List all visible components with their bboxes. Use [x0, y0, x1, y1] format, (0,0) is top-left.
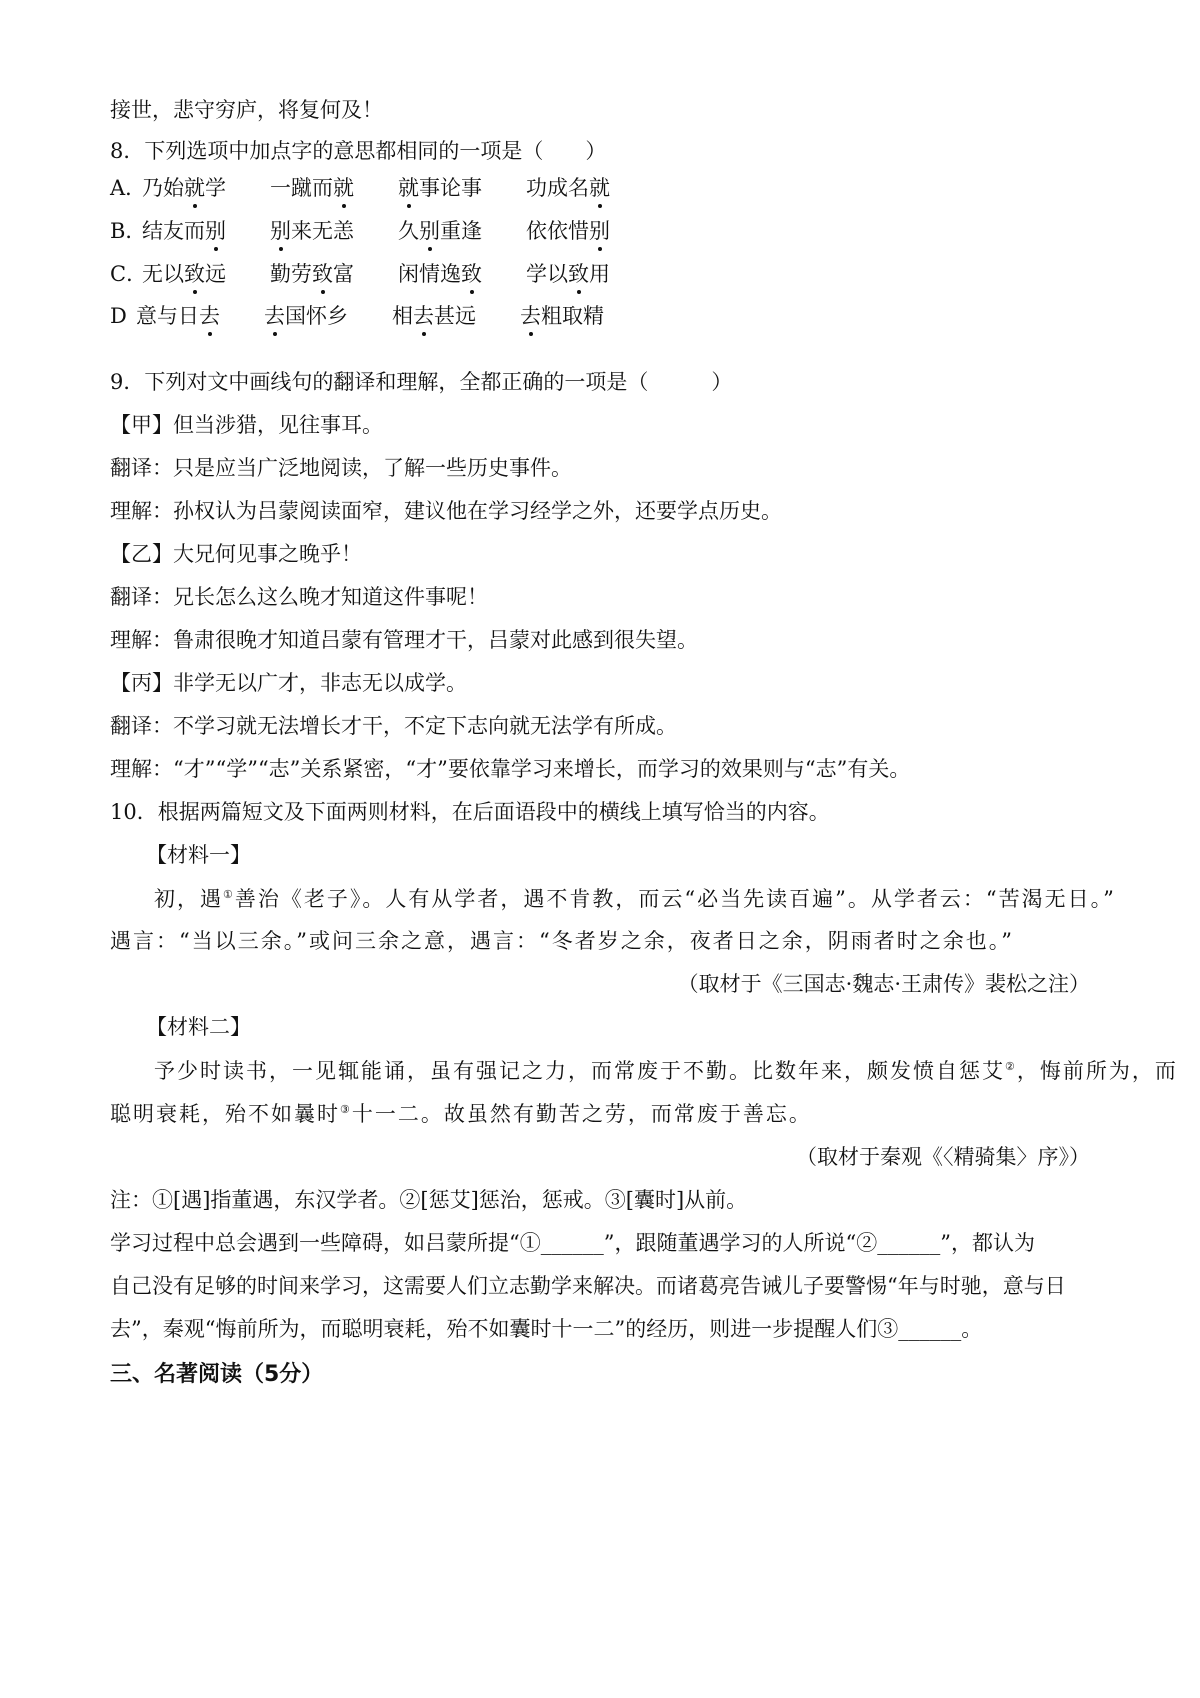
q10-stem: 10．根据两篇短文及下面两则材料，在后面语段中的横线上填写恰当的内容。	[110, 800, 830, 824]
q9-translation-jia: 翻译：只是应当广泛地阅读，了解一些历史事件。	[110, 456, 572, 480]
option-word: 意与日去	[136, 301, 220, 331]
q9-understanding-yi: 理解：鲁肃很晚才知道吕蒙有管理才干，吕蒙对此感到很失望。	[110, 628, 698, 652]
option-word: 一蹴而就	[270, 173, 354, 203]
option-word: 乃始就学	[142, 173, 226, 203]
q9-sentence-jia: 【甲】但当涉猎，见往事耳。	[110, 413, 383, 437]
material2-line1: 予少时读书，一见辄能诵，虽有强记之力，而常废于不勤。比数年来，颇发愤自惩艾②，悔前所为，而	[154, 1059, 1178, 1083]
q9-understanding-jia: 理解：孙权认为吕蒙阅读面窄，建议他在学习经学之外，还要学点历史。	[110, 499, 782, 523]
q9-stem: 9．下列对文中画线句的翻译和理解，全都正确的一项是（ ）	[110, 370, 733, 394]
option-label: B．	[110, 219, 147, 243]
q9-translation-bing: 翻译：不学习就无法增长才干，不定下志向就无法学有所成。	[110, 714, 677, 738]
option-word: 就事论事	[398, 173, 482, 203]
option-word: 学以致用	[526, 259, 610, 289]
option-word: 别来无恙	[270, 216, 354, 246]
q9-sentence-bing: 【丙】非学无以广才，非志无以成学。	[110, 671, 467, 695]
option-word: 功成名就	[526, 173, 610, 203]
option-word: 勤劳致富	[270, 259, 354, 289]
q9-understanding-bing: 理解：“才”“学”“志”关系紧密，“才”要依靠学习来增长，而学习的效果则与“志”有关。	[110, 757, 911, 781]
material1-title: 【材料一】	[146, 843, 251, 867]
option-label: C．	[110, 262, 148, 286]
option-word: 去粗取精	[520, 301, 604, 331]
material1-line2: 遇言：“当以三余。”或问三余之意，遇言：“冬者岁之余，夜者日之余，阴雨者时之余也。”	[110, 929, 1014, 953]
option-word: 相去甚远	[392, 301, 476, 331]
option-label: D	[110, 304, 127, 328]
material2-title: 【材料二】	[146, 1015, 251, 1039]
option-word: 依依惜别	[526, 216, 610, 246]
q8-stem: 8．下列选项中加点字的意思都相同的一项是（ ）	[110, 139, 607, 163]
option-word: 闲情逸致	[398, 259, 482, 289]
q9-sentence-yi: 【乙】大兄何见事之晚乎！	[110, 542, 362, 566]
option-word: 结友而别	[142, 216, 226, 246]
fill-paragraph-line1: 学习过程中总会遇到一些障碍，如吕蒙所提“①______”，跟随董遇学习的人所说“②______”，都认为	[110, 1231, 1035, 1255]
section-heading: 三、名著阅读（5分）	[110, 1362, 324, 1387]
option-word: 去国怀乡	[264, 301, 348, 331]
material2-source: （取材于秦观《〈精骑集〉序》）	[796, 1145, 1090, 1169]
option-label: A．	[110, 176, 147, 200]
material1-line1: 初，遇①善治《老子》。人有从学者，遇不肯教，而云“必当先读百遍”。从学者云：“苦渴无日。”	[154, 887, 1116, 911]
option-word: 无以致远	[142, 259, 226, 289]
notes: 注：①[遇]指董遇，东汉学者。②[惩艾]惩治，惩戒。③[囊时]从前。	[110, 1188, 748, 1212]
fill-paragraph-line2: 自己没有足够的时间来学习，这需要人们立志勤学来解决。而诸葛亮告诫儿子要警惕“年与时驰，意与日	[110, 1274, 1066, 1298]
continuation-text: 接世，悲守穷庐，将复何及！	[110, 98, 383, 122]
material1-source: （取材于《三国志·魏志·王肃传》裴松之注）	[677, 972, 1090, 996]
option-word: 久别重逢	[398, 216, 482, 246]
q9-translation-yi: 翻译：兄长怎么这么晚才知道这件事呢！	[110, 585, 488, 609]
fill-paragraph-line3: 去”，秦观“悔前所为，而聪明衰耗，殆不如囊时十一二”的经历，则进一步提醒人们③______。	[110, 1317, 983, 1341]
material2-line2: 聪明衰耗，殆不如曩时③十一二。故虽然有勤苦之劳，而常废于善忘。	[110, 1102, 812, 1126]
